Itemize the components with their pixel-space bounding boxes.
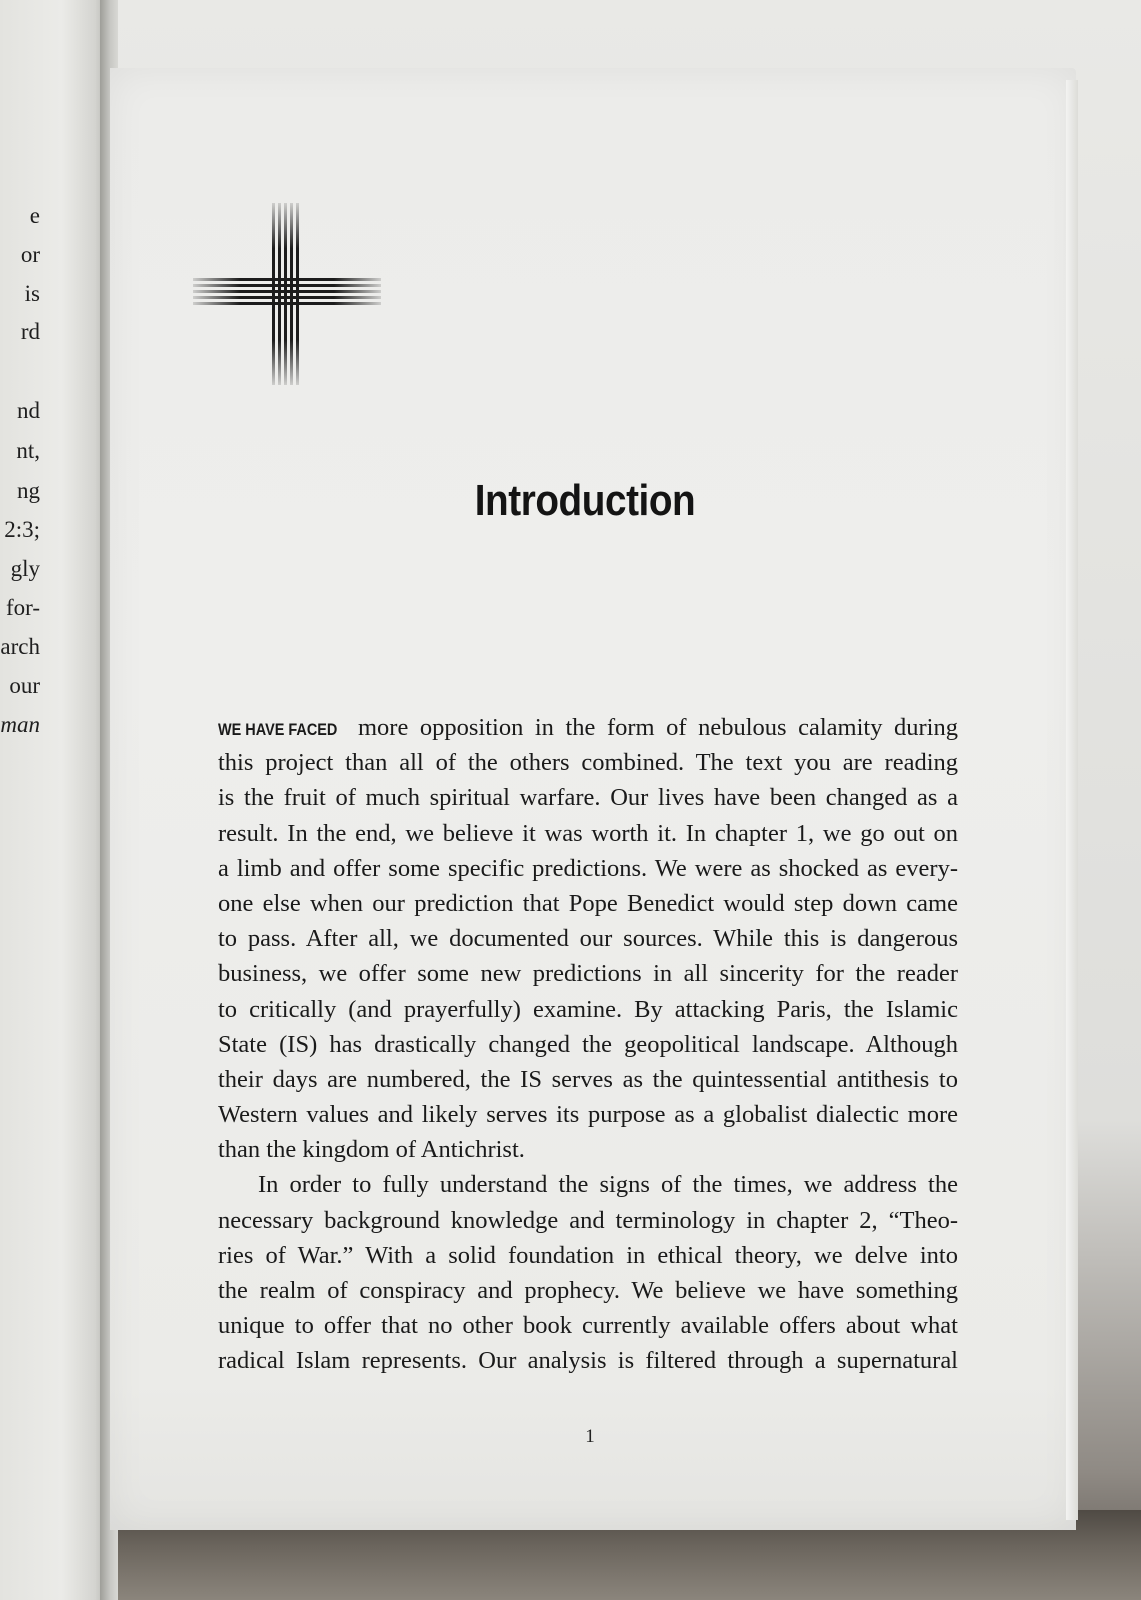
body-line: the realm of conspiracy and prophecy. We believe we have something [218, 1277, 958, 1304]
left-page-line: nt, [16, 438, 40, 463]
body-line: to pass. After all, we documented our sources. While this is dangerous [218, 925, 958, 953]
page-edge [1066, 80, 1078, 1520]
body-line: their days are numbered, the IS serves as the quintessential antithesis to [218, 1065, 958, 1093]
left-page-line: nd [17, 398, 40, 423]
body-line: to critically (and prayerfully) examine. By attacking Paris, the Islamic [218, 995, 958, 1023]
cross-ornament-icon [193, 203, 381, 385]
left-page-line: gly [10, 556, 40, 581]
body-line: than the kingdom of Antichrist. [218, 1136, 525, 1164]
body-text [218, 710, 958, 1379]
left-page-line: ng [17, 478, 40, 503]
body-line: Western values and likely serves its purpose as a globalist dialectic more [218, 1101, 958, 1129]
left-page-line: rd [20, 319, 40, 344]
body-line: result. In the end, we believe it was worth it. In chapter 1, we go out on [218, 819, 958, 847]
chapter-title: Introduction [474, 476, 696, 525]
body-line: business, we offer some new predictions in all sincerity for the reader [218, 960, 958, 988]
body-line: unique to offer that no other book currently available offers about what [218, 1312, 958, 1340]
body-line: necessary background knowledge and terminology in chapter 2, “Theo- [218, 1206, 958, 1234]
lead-in: WE HAVE FACED [218, 720, 338, 739]
body-line: ries of War.” With a solid foundation in ethical theory, we delve into [218, 1241, 958, 1269]
body-line: radical Islam represents. Our analysis is filtered through a supernatural [218, 1347, 958, 1375]
body-line: a limb and offer some specific predictions. We were as shocked as every- [218, 854, 958, 882]
body-line: this project than all of the others combined. The text you are reading [218, 749, 958, 777]
body-line: one else when our prediction that Pope Benedict would step down came [218, 889, 958, 917]
left-page-line: is [24, 281, 40, 306]
left-page-line: 2:3; [4, 517, 40, 542]
body-line: is the fruit of much spiritual warfare. Our lives have been changed as a [218, 784, 958, 812]
left-page-line: for- [5, 595, 40, 620]
body-line [218, 710, 958, 745]
body-line-text: more opposition in the form of nebulous calamity during [346, 714, 958, 741]
body-line: In order to fully understand the signs of the times, we address the [258, 1171, 958, 1199]
left-page-line: or [20, 242, 40, 267]
left-page-line: e [29, 203, 40, 228]
left-page-line: our [9, 673, 40, 698]
body-line: State (IS) has drastically changed the geopolitical landscape. Although [218, 1030, 958, 1058]
left-page-line: arch [0, 634, 40, 659]
left-page [0, 0, 112, 1600]
left-page-line: man [0, 712, 40, 737]
page-number: 1 [585, 1426, 595, 1447]
